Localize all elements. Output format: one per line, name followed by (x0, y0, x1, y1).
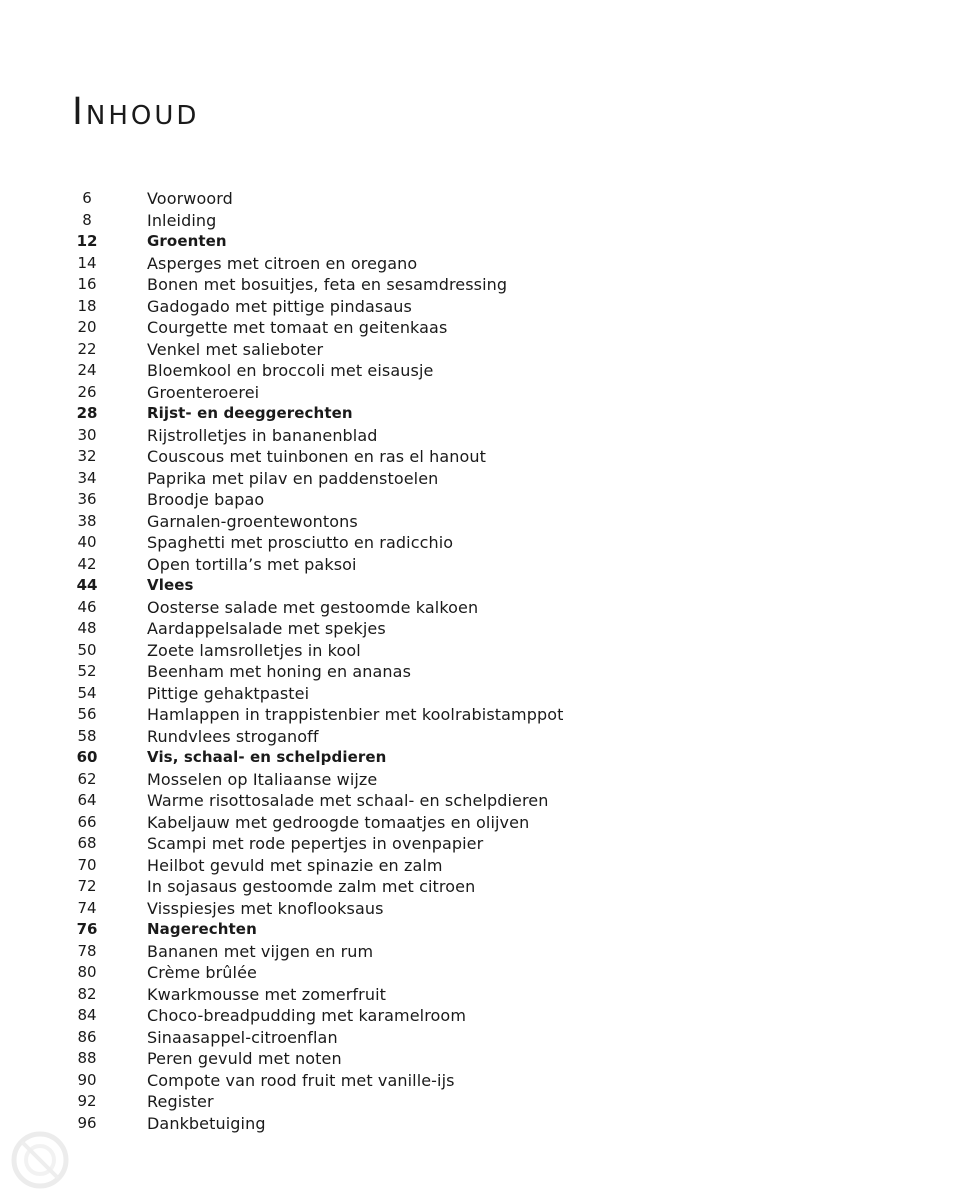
toc-title: Rundvlees stroganoff (147, 726, 319, 746)
toc-title: Sinaasappel-citroenflan (147, 1027, 338, 1047)
toc-title: Visspiesjes met knoflooksaus (147, 898, 384, 918)
toc-entry (0, 511, 974, 533)
toc-page-number: 36 (77, 490, 97, 508)
toc-title: Gadogado met pittige pindasaus (147, 296, 412, 316)
toc-entry (0, 446, 974, 468)
toc-page-number: 42 (77, 554, 97, 573)
toc-section-heading (0, 919, 974, 941)
toc-entry (0, 1113, 974, 1135)
toc-title: Open tortilla’s met paksoi (147, 554, 357, 574)
toc-entry (0, 296, 974, 318)
toc-title: Bananen met vijgen en rum (147, 941, 374, 961)
toc-entry (0, 339, 974, 361)
toc-title: Rijstrolletjes in bananenblad (147, 425, 378, 445)
toc-section-heading (0, 575, 974, 597)
toc-page-number: 90 (77, 1070, 97, 1089)
toc-title: Voorwoord (147, 189, 233, 208)
toc-page-number: 96 (77, 1113, 97, 1132)
toc-page-number: 40 (77, 533, 97, 551)
toc-page-number: 20 (77, 318, 97, 336)
toc-title: Zoete lamsrolletjes in kool (147, 640, 361, 660)
toc-page-number: 52 (77, 662, 97, 680)
toc-entry (0, 812, 974, 834)
toc-title: Dankbetuiging (147, 1113, 266, 1133)
toc-entry (0, 876, 974, 898)
toc-entry (0, 188, 974, 210)
toc-page-number: 22 (77, 339, 97, 358)
toc-entry (0, 898, 974, 920)
toc-entry (0, 425, 974, 447)
toc-page-number: 8 (82, 210, 92, 229)
toc-title: Vis, schaal- en schelpdieren (147, 748, 387, 766)
toc-title: Groenteroerei (147, 382, 260, 402)
toc-entry (0, 618, 974, 640)
toc-page-number: 48 (77, 619, 97, 637)
toc-page-number: 78 (77, 941, 97, 960)
toc-page-number: 64 (77, 791, 97, 809)
toc-entry (0, 1048, 974, 1070)
toc-page-number: 14 (77, 253, 97, 272)
toc-page-number: 80 (77, 963, 97, 981)
toc-title: Peren gevuld met noten (147, 1049, 342, 1068)
toc-title: Spaghetti met prosciutto en radicchio (147, 533, 454, 552)
toc-page-number: 46 (77, 597, 97, 616)
toc-title: Asperges met citroen en oregano (147, 253, 418, 273)
toc-entry (0, 597, 974, 619)
toc-entry (0, 489, 974, 511)
toc-entry (0, 962, 974, 984)
toc-title: Groenten (147, 232, 227, 250)
toc-entry (0, 1005, 974, 1027)
toc-entry (0, 274, 974, 296)
toc-entry (0, 210, 974, 232)
toc-title: Mosselen op Italiaanse wijze (147, 769, 378, 789)
toc-page-number: 76 (76, 920, 98, 938)
toc-page-number: 28 (76, 404, 98, 422)
toc-entry (0, 769, 974, 791)
toc-page-number: 6 (82, 189, 92, 207)
toc-title: Couscous met tuinbonen en ras el hanout (147, 447, 486, 466)
toc-title: Scampi met rode pepertjes in ovenpapier (147, 834, 484, 853)
toc-page-number: 12 (76, 232, 98, 250)
toc-title: Warme risottosalade met schaal- en schelpdieren (147, 791, 549, 810)
toc-page-number: 50 (77, 640, 97, 659)
toc-entry (0, 360, 974, 382)
toc-section-heading (0, 747, 974, 769)
toc-page-number: 92 (77, 1092, 97, 1110)
toc-entry (0, 726, 974, 748)
toc-entry (0, 317, 974, 339)
toc-section-heading (0, 403, 974, 425)
toc-entry (0, 554, 974, 576)
toc-title: Beenham met honing en ananas (147, 662, 412, 681)
toc-entry (0, 253, 974, 275)
toc-title: Paprika met pilav en paddenstoelen (147, 468, 439, 488)
watermark-logo-icon (0, 1120, 80, 1200)
toc-page-number: 18 (77, 296, 97, 315)
toc-page-number: 24 (77, 361, 97, 379)
toc-entry (0, 855, 974, 877)
toc-title: Hamlappen in trappistenbier met koolrabistamppot (147, 705, 564, 724)
toc-page-number: 86 (77, 1027, 97, 1046)
toc-title: Vlees (147, 576, 194, 594)
toc-section-heading (0, 231, 974, 253)
toc-title: Heilbot gevuld met spinazie en zalm (147, 855, 443, 875)
toc-title: Bonen met bosuitjes, feta en sesamdressing (147, 275, 508, 294)
toc-page-number: 32 (77, 447, 97, 465)
toc-page-number: 70 (77, 855, 97, 874)
toc-entry (0, 704, 974, 726)
toc-page-number: 62 (77, 769, 97, 788)
toc-page-number: 88 (77, 1049, 97, 1067)
toc-entry (0, 941, 974, 963)
toc-title: Kabeljauw met gedroogde tomaatjes en olijven (147, 812, 530, 832)
toc-page-number: 44 (76, 576, 98, 594)
toc-title: Garnalen-groentewontons (147, 511, 358, 531)
toc-title: In sojasaus gestoomde zalm met citroen (147, 877, 476, 896)
toc-page-number: 58 (77, 726, 97, 745)
toc-title: Courgette met tomaat en geitenkaas (147, 318, 448, 337)
toc-entry (0, 382, 974, 404)
toc-entry (0, 984, 974, 1006)
toc-title: Register (147, 1092, 214, 1111)
toc-page-number: 26 (77, 382, 97, 401)
toc-page-number: 56 (77, 705, 97, 723)
toc-title: Venkel met salieboter (147, 339, 324, 359)
toc-page-number: 82 (77, 984, 97, 1003)
toc-page-number: 68 (77, 834, 97, 852)
toc-entry (0, 1027, 974, 1049)
toc-title: Oosterse salade met gestoomde kalkoen (147, 597, 479, 617)
toc-page-number: 30 (77, 425, 97, 444)
toc-page-number: 74 (77, 898, 97, 917)
toc-entry (0, 1070, 974, 1092)
toc-title: Aardappelsalade met spekjes (147, 619, 386, 638)
toc-page-number: 34 (77, 468, 97, 487)
toc-title: Nagerechten (147, 920, 257, 938)
page-title: Inhoud (72, 90, 200, 133)
toc-entry (0, 532, 974, 554)
toc-title: Pittige gehaktpastei (147, 683, 310, 703)
table-of-contents (0, 188, 974, 1134)
toc-entry (0, 640, 974, 662)
toc-page-number: 60 (76, 748, 98, 766)
toc-title: Broodje bapao (147, 490, 265, 509)
toc-title: Choco-breadpudding met karamelroom (147, 1006, 467, 1025)
toc-page-number: 72 (77, 877, 97, 895)
toc-title: Compote van rood fruit met vanille-ijs (147, 1070, 455, 1090)
toc-entry (0, 468, 974, 490)
toc-title: Bloemkool en broccoli met eisausje (147, 361, 434, 380)
toc-title: Kwarkmousse met zomerfruit (147, 984, 386, 1004)
toc-page-number: 54 (77, 683, 97, 702)
toc-page-number: 66 (77, 812, 97, 831)
toc-page-number: 16 (77, 275, 97, 293)
toc-entry (0, 833, 974, 855)
toc-title: Inleiding (147, 210, 217, 230)
toc-page-number: 38 (77, 511, 97, 530)
toc-entry (0, 661, 974, 683)
toc-title: Rijst- en deeggerechten (147, 404, 353, 422)
toc-title: Crème brûlée (147, 963, 257, 982)
toc-page-number: 84 (77, 1006, 97, 1024)
toc-entry (0, 1091, 974, 1113)
toc-entry (0, 683, 974, 705)
toc-entry (0, 790, 974, 812)
